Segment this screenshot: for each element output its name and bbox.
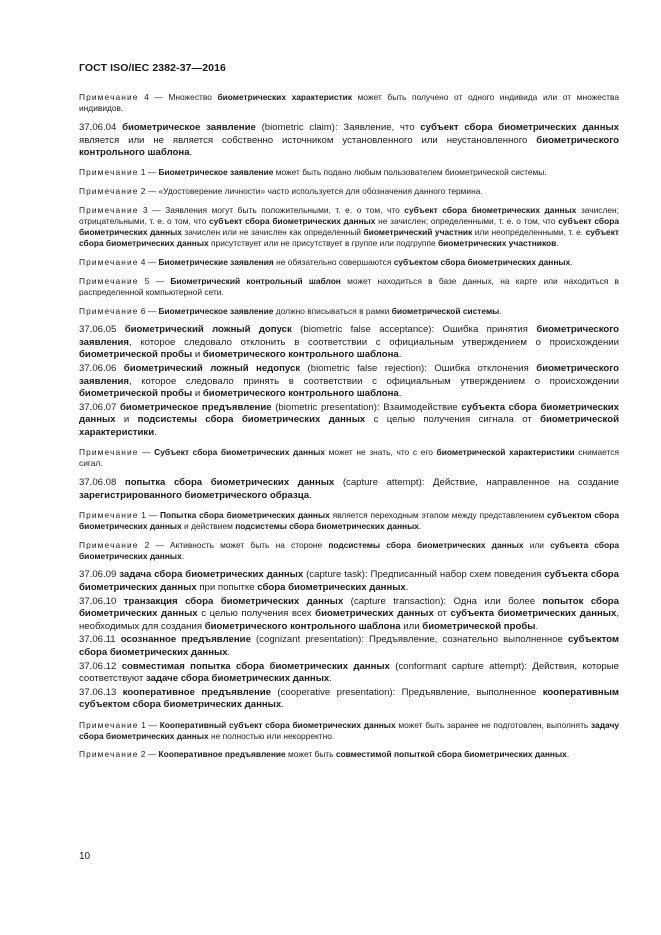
text-run: не зачислен; определенными, т. е. о том, что [375, 215, 559, 226]
note-label: Примечание [79, 305, 139, 316]
bold-term: биометрических участников [437, 238, 557, 249]
bold-term: биометрической пробы [79, 388, 193, 400]
text-run: (conformant capture attempt): Действия, которые соответствуют [79, 660, 620, 685]
text-run: или [400, 620, 423, 632]
bold-term: биометрической характеристики [79, 414, 619, 438]
bold-term: биометрической системы [391, 305, 500, 316]
note-paragraph [79, 276, 619, 298]
term-definition [79, 324, 619, 362]
bold-term: Биометрическое заявление [158, 305, 274, 316]
note-label: Примечание [79, 185, 139, 196]
note-paragraph [79, 306, 619, 317]
bold-term: биометрическое предъявление [119, 401, 272, 413]
text-run: 37.06.04 [79, 121, 123, 133]
bold-term: субъект сбора биометрических данных [404, 204, 577, 215]
text-run: снимается сигал. [79, 447, 620, 469]
bold-term: субъекта сбора биометрических данных [79, 569, 620, 594]
bold-term: субъектом сбора биометрических данных [393, 256, 571, 267]
note-label: Примечание [79, 719, 139, 730]
text-run: или неопределенными, т. е. [472, 227, 586, 237]
text-run: 1 — [138, 719, 160, 730]
text-run: (biometric claim): Заявление, что [255, 121, 421, 133]
bold-term: биометрической пробы [422, 620, 536, 632]
text-run: присутствует или не присутствует в группе или подгруппе [208, 238, 438, 249]
bold-term: биометрической характеристики [436, 447, 575, 458]
text-run: . [535, 620, 539, 632]
bold-term: биометрических характеристик [217, 92, 353, 102]
text-run: не полностью или некорректно. [208, 730, 335, 741]
note-paragraph [79, 540, 619, 562]
text-run: зачислен или не зачислен как определенный [181, 227, 364, 237]
text-run: 6 — [138, 305, 159, 316]
text-run: . [556, 238, 559, 249]
note-label: Примечание [79, 539, 139, 550]
note-paragraph [79, 510, 619, 532]
text-run: 37.06.11 [79, 634, 121, 646]
text-run: должно вписываться в рамки [273, 305, 392, 316]
bold-term: совместимая попытка сбора биометрических данных [121, 660, 390, 672]
note-paragraph [79, 749, 619, 760]
bold-term: Субъект сбора биометрических данных [154, 447, 325, 458]
text-run: . [189, 147, 193, 159]
text-run: 2 — [138, 749, 159, 760]
text-run: . [309, 489, 312, 501]
text-run: является или не является собственно источником установленного или неустановленного [79, 134, 537, 146]
bold-term: зарегистрированного биометрического образца [79, 489, 310, 501]
bold-term: задача сбора биометрических данных [119, 569, 304, 581]
note-label: Примечание [79, 256, 139, 267]
text-run: с целью получения всех [197, 608, 316, 620]
text-run: (biometric presentation): Взаимодействие [271, 401, 462, 413]
bold-term: субъектом сбора биометрических данных [79, 509, 620, 531]
text-run: может находиться в базе данных, на карте или находиться в распределенной компьютерной сети. [79, 275, 620, 297]
text-run: 37.06.10 [79, 595, 124, 607]
note-label: Примечание [79, 92, 139, 102]
text-run: может не знать, что с его [324, 447, 437, 458]
bold-term: совместимой попыткой сбора биометрических данных [335, 749, 567, 760]
bold-term: транзакция сбора биометрических данных [123, 595, 344, 607]
note-paragraph [79, 167, 619, 178]
term-definition [79, 477, 619, 502]
note-label: Примечание [79, 509, 139, 520]
note-paragraph [79, 257, 619, 268]
text-run: и [192, 388, 203, 400]
bold-term: Биометрические заявления [158, 256, 274, 267]
note-paragraph [79, 186, 619, 197]
bold-term: субъекта биометрических данных [450, 608, 617, 620]
term-definition [79, 122, 619, 160]
text-run: — [138, 447, 155, 458]
text-run: . [154, 426, 157, 438]
term-definition [79, 596, 619, 634]
text-run: может быть получено от одного индивида или от множества индивидов. [79, 92, 619, 114]
text-run: может быть заранее не подготовлен, выполнять [395, 719, 591, 730]
text-run: 5 — [138, 275, 171, 286]
bold-term: задаче сбора биометрических данных [145, 673, 330, 685]
term-definition [79, 402, 619, 440]
text-run: . [329, 673, 332, 685]
bold-term: сбора биометрических данных [257, 582, 406, 594]
text-run: . [405, 582, 409, 594]
term-definition [79, 661, 619, 686]
bold-term: биометрический ложный допуск [124, 324, 292, 336]
text-run: 37.06.08 [79, 476, 125, 488]
text-run: . [499, 305, 502, 316]
bold-term: субъекта сбора биометрических данных [79, 539, 619, 561]
text-run: , которое следовало принять в соответствии с официальным утверждением о происхождении [128, 375, 619, 387]
note-label: Примечание [79, 204, 139, 215]
text-run: 1 — [138, 509, 160, 520]
note-label: Примечание [79, 275, 139, 286]
text-run: (cooperative presentation): Предъявление, выполненное [271, 686, 543, 698]
text-run: может быть [285, 749, 336, 760]
text-run: может быть подано любым пользователем биометрической системы. [273, 167, 547, 178]
bold-term: биометрическое заявление [122, 121, 256, 133]
text-run: зачислен; отрицательными, т. е. о том, что [79, 204, 619, 226]
document-body [79, 92, 619, 768]
term-definition [79, 363, 619, 401]
bold-term: биометрический ложный недопуск [123, 363, 301, 374]
text-run: и действием [181, 520, 236, 531]
bold-term: биометрического контрольного шаблона [202, 349, 399, 361]
text-run: 37.06.06 [79, 363, 124, 374]
term-definition [79, 634, 619, 659]
term-definition [79, 569, 619, 594]
bold-term: подсистемы сбора биометрических данных [328, 539, 524, 550]
bold-term: подсистемы сбора биометрических данных [137, 414, 366, 426]
text-run: 37.06.13 [79, 686, 123, 698]
bold-term: Кооперативное предъявление [158, 749, 286, 760]
bold-term: попытка сбора биометрических данных [124, 476, 335, 488]
text-run: (biometric false rejection): Ошибка отклонения [300, 363, 537, 374]
text-run: (biometric false acceptance): Ошибка принятия [291, 324, 537, 336]
note-label: Примечание [79, 447, 139, 458]
text-run: (capture attempt): Действие, направленное на создание [334, 476, 619, 488]
text-run: 2 — Активность может быть на стороне [138, 539, 329, 550]
text-run: 2 — «Удостоверение личности» часто используется для обозначения данного термина. [138, 185, 483, 196]
text-run: . [570, 256, 573, 267]
text-run: (capture task): Предписанный набор схем поведения [303, 569, 545, 581]
bold-term: биометрического контрольного шаблона [204, 620, 401, 632]
text-run: или [523, 539, 551, 550]
bold-term: кооперативное предъявление [122, 686, 272, 698]
note-paragraph [79, 92, 619, 114]
text-run: . [281, 699, 284, 711]
bold-term: субъектом сбора биометрических данных [79, 634, 619, 659]
bold-term: субъект сбора биометрических данных [79, 215, 619, 237]
term-definition [79, 687, 619, 712]
text-run: , необходимых для создания [79, 608, 619, 632]
bold-term: биометрического контрольного шаблона [202, 388, 399, 400]
bold-term: Биометрический контрольный шаблон [170, 275, 341, 286]
note-label: Примечание [79, 749, 139, 760]
bold-term: биометрического заявления [79, 363, 619, 387]
text-run: и [115, 414, 138, 426]
page-number: 10 [79, 851, 91, 862]
note-label: Примечание [79, 167, 139, 178]
text-run: . [566, 749, 570, 760]
text-run: и [192, 349, 203, 361]
text-run: не обязательно совершаются [273, 256, 394, 267]
bold-term: субъекта сбора биометрических данных [79, 401, 619, 426]
bold-term: попыток сбора биометрических данных [79, 595, 620, 620]
bold-term: подсистемы сбора биометрических данных [235, 520, 419, 531]
text-run: 37.06.07 [79, 401, 120, 413]
text-run: 3 — Заявления могут быть положительными, т. е. о том, что [138, 204, 405, 215]
bold-term: Кооперативный субъект сбора биометрических данных [159, 719, 396, 730]
text-run: при попытке [196, 582, 258, 594]
bold-term: биометрический участник [363, 227, 473, 237]
text-run: . [398, 388, 402, 400]
text-run: , которое следовало отклонить в соответствии с официальным утверждением о происхождении [128, 336, 619, 348]
text-run: с целью получения сигнала от [365, 414, 541, 426]
text-run: (capture transaction): Одна или более [343, 595, 543, 607]
text-run: (cognizant presentation): Предъявление, сознательно выполненное [250, 634, 568, 646]
bold-term: Биометрическое заявление [158, 167, 274, 178]
bold-term: субъект сбора биометрических данных [420, 121, 620, 133]
bold-term: Попытка сбора биометрических данных [159, 509, 330, 520]
bold-term: задачу сбора биометрических данных [79, 719, 619, 741]
text-run: 37.06.12 [79, 660, 122, 672]
bold-term: кооперативным субъектом сбора биометрических данных [79, 686, 619, 711]
text-run: 4 — [138, 256, 159, 267]
text-run: . [418, 520, 422, 531]
bold-term: биометрических данных [315, 608, 434, 620]
document-header: ГОСТ ISO/IEC 2382-37—2016 [79, 62, 226, 74]
note-paragraph [79, 447, 619, 469]
text-run: . [227, 647, 231, 659]
text-run: 4 — Множество [138, 92, 218, 102]
note-paragraph [79, 205, 619, 250]
text-run: . [398, 349, 402, 361]
note-paragraph [79, 720, 619, 742]
text-run: 37.06.05 [79, 324, 125, 336]
bold-term: биометрического контрольного шаблона [79, 134, 619, 159]
bold-term: осознанное предъявление [120, 634, 251, 646]
text-run: 37.06.09 [79, 569, 120, 581]
bold-term: субъект сбора биометрических данных [79, 227, 620, 249]
text-run: 1 — [138, 167, 159, 178]
bold-term: биометрической пробы [79, 349, 193, 361]
text-run: . [181, 550, 185, 561]
text-run: является переходным этапом между представлением [329, 509, 548, 520]
text-run: от [433, 608, 451, 620]
bold-term: биометрического заявления [79, 324, 620, 348]
bold-term: субъект сбора биометрических данных [208, 215, 376, 226]
